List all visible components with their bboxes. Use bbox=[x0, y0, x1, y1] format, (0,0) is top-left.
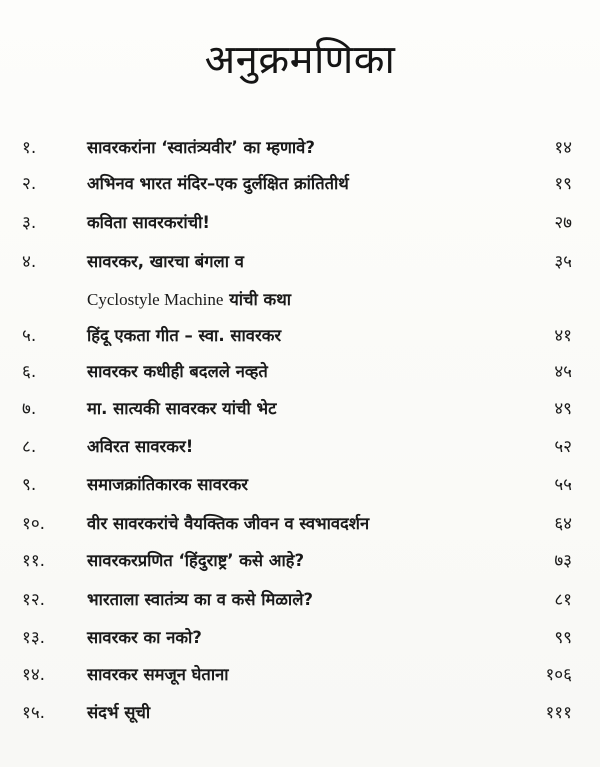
entry-number: १०. bbox=[22, 514, 46, 534]
toc-entry bbox=[0, 511, 600, 541]
entry-title: अविरत सावरकर! bbox=[87, 437, 194, 456]
entry-number: १३. bbox=[22, 628, 46, 648]
entry-number: ५. bbox=[22, 326, 37, 346]
entry-title: सावरकर का नको? bbox=[87, 628, 202, 647]
entry-number: ७. bbox=[22, 399, 37, 419]
entry-page-number: ५५ bbox=[554, 475, 572, 495]
entry-page-number: ४९ bbox=[554, 399, 572, 419]
entry-number: १४. bbox=[22, 665, 46, 685]
toc-entry bbox=[0, 359, 600, 389]
entry-title: भारताला स्वातंत्र्य का व कसे मिळाले? bbox=[87, 590, 313, 609]
entry-page-number: १४ bbox=[554, 138, 572, 158]
entry-title: समाजक्रांतिकारक सावरकर bbox=[87, 475, 249, 494]
entry-title: कविता सावरकरांची! bbox=[87, 213, 210, 232]
entry-page-number: ५२ bbox=[554, 437, 572, 457]
entry-number: ४. bbox=[22, 252, 37, 272]
entry-number: ६. bbox=[22, 362, 37, 382]
entry-title: सावरकरप्रणित ‘हिंदुराष्ट्र’ कसे आहे? bbox=[87, 551, 305, 570]
entry-number: ८. bbox=[22, 437, 37, 457]
toc-entry bbox=[0, 396, 600, 426]
continuation-devanagari-text: यांची कथा bbox=[223, 290, 292, 309]
toc-entry bbox=[0, 662, 600, 692]
entry-page-number: १११ bbox=[545, 703, 572, 723]
entry-title: मा. सात्यकी सावरकर यांची भेट bbox=[87, 399, 277, 418]
entry-page-number: ३५ bbox=[554, 252, 572, 272]
toc-entry bbox=[0, 587, 600, 617]
toc-entry bbox=[0, 434, 600, 464]
toc-entry bbox=[0, 548, 600, 578]
entry-title: संदर्भ सूची bbox=[87, 703, 151, 722]
entry-number: १. bbox=[22, 138, 37, 158]
toc-entry bbox=[0, 249, 600, 279]
toc-entry bbox=[0, 700, 600, 730]
entry-title: अभिनव भारत मंदिर–एक दुर्लक्षित क्रांतितीर्थ bbox=[87, 174, 349, 193]
entry-title: सावरकर कधीही बदलले नव्हते bbox=[87, 362, 268, 381]
entry-number: २. bbox=[22, 174, 37, 194]
entry-page-number: ७३ bbox=[554, 551, 572, 571]
toc-entry bbox=[0, 210, 600, 240]
entry-title: सावरकरांना ‘स्वातंत्र्यवीर’ का म्हणावे? bbox=[87, 138, 315, 157]
toc-entry bbox=[0, 171, 600, 201]
entry-page-number: ४५ bbox=[554, 362, 572, 382]
entry-number: १२. bbox=[22, 590, 46, 610]
entry-title: हिंदू एकता गीत – स्वा. सावरकर bbox=[87, 326, 282, 345]
entry-title: वीर सावरकरांचे वैयक्तिक जीवन व स्वभावदर्शन bbox=[87, 514, 370, 533]
toc-entry bbox=[0, 135, 600, 165]
entry-page-number: १९ bbox=[554, 174, 572, 194]
entry-title: सावरकर, खारचा बंगला व bbox=[87, 252, 244, 271]
entry-title: सावरकर समजून घेताना bbox=[87, 665, 229, 684]
entry-page-number: २७ bbox=[554, 213, 572, 233]
entry-title-continuation bbox=[87, 287, 291, 310]
entry-page-number: ८१ bbox=[554, 590, 572, 610]
entry-number: ३. bbox=[22, 213, 37, 233]
toc-entry bbox=[0, 472, 600, 502]
entry-page-number: १०६ bbox=[545, 665, 572, 685]
entry-number: १५. bbox=[22, 703, 46, 723]
toc-entry bbox=[0, 323, 600, 353]
entry-page-number: ४१ bbox=[554, 326, 572, 346]
continuation-latin-text: Cyclostyle Machine bbox=[87, 290, 224, 309]
entry-number: ९. bbox=[22, 475, 37, 495]
toc-entry bbox=[0, 625, 600, 655]
entry-page-number: ९९ bbox=[554, 628, 572, 648]
entry-number: ११. bbox=[22, 551, 46, 571]
entry-page-number: ६४ bbox=[554, 514, 572, 534]
page-title: अनुक्रमणिका bbox=[204, 37, 396, 83]
